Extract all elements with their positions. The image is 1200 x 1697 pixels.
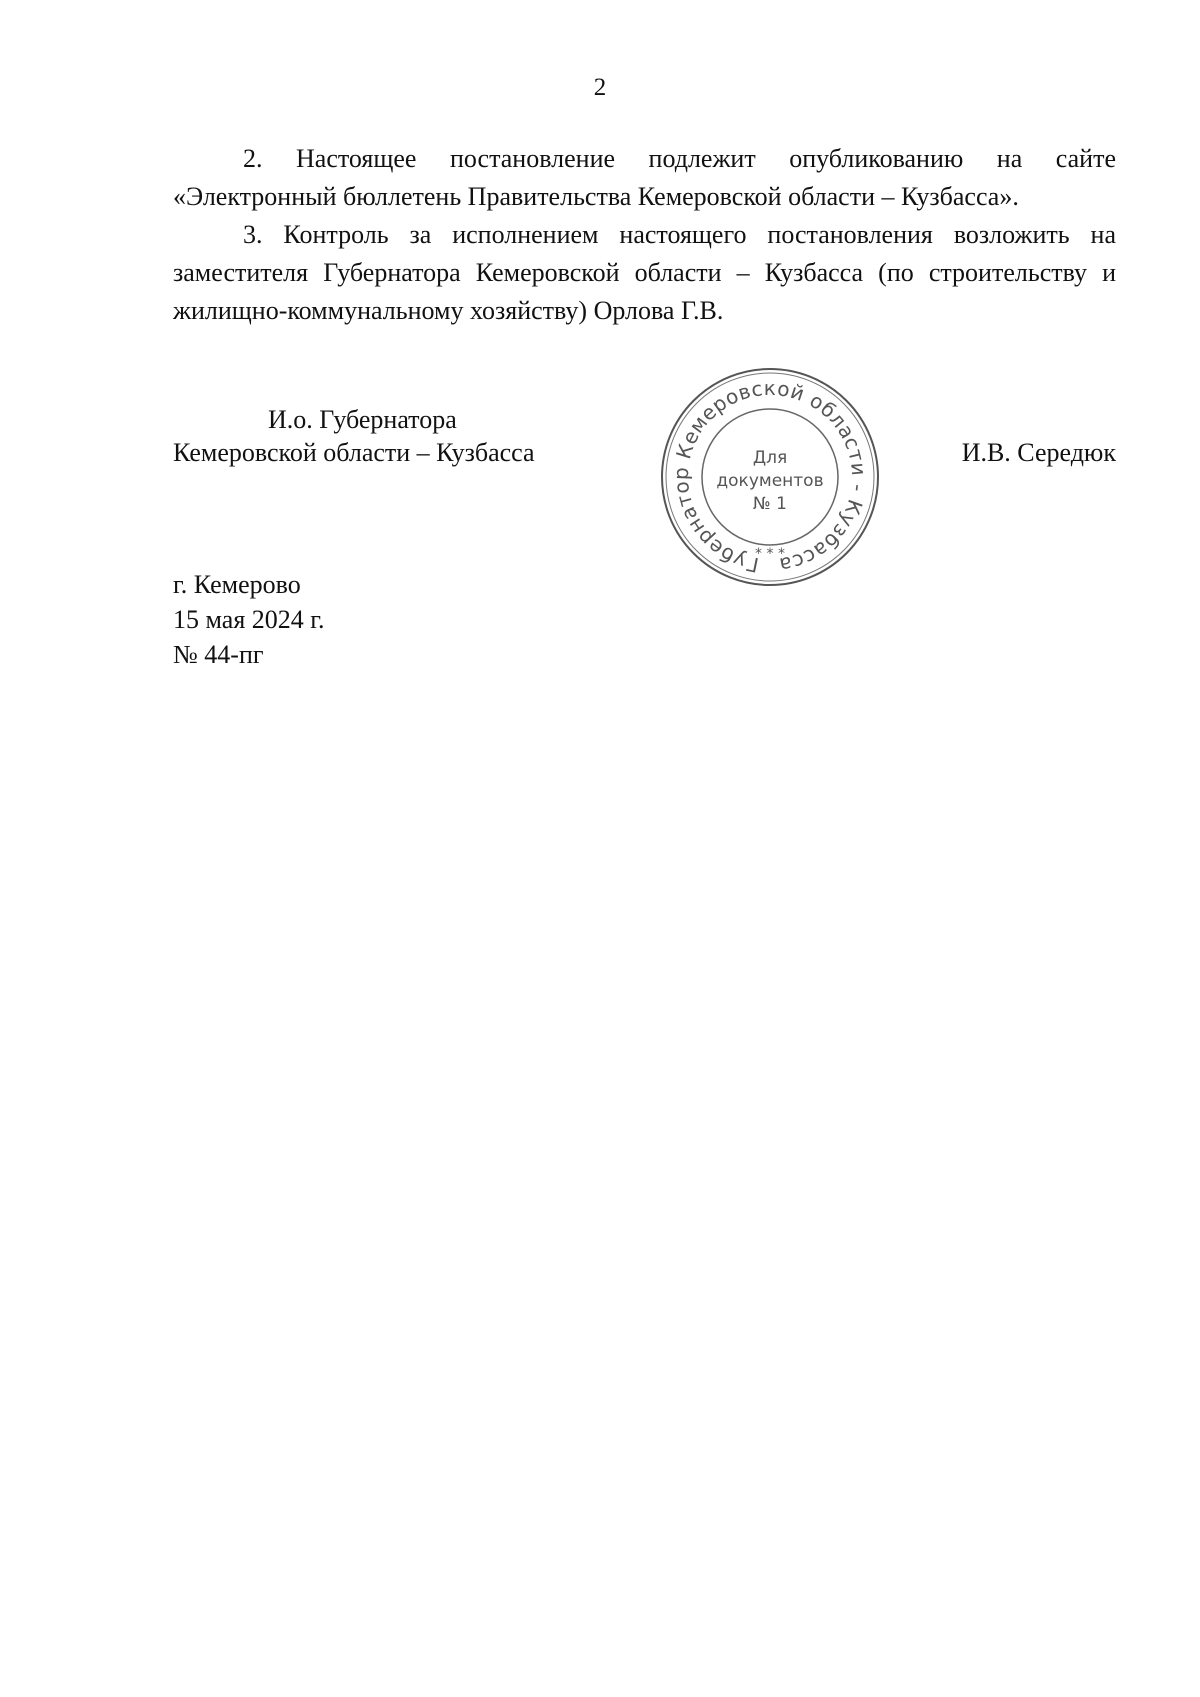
signatory-name: И.В. Середюк — [961, 438, 1116, 467]
document-details — [173, 567, 325, 672]
stamp-ring-text: Губернатор Кемеровской области - Кузбасса — [668, 375, 872, 578]
stamp-stars: * * * — [755, 546, 785, 562]
official-seal-stamp — [658, 365, 882, 589]
document-date: 15 мая 2024 г. — [173, 605, 325, 634]
paragraph-control: 3. Контроль за исполнением настоящего постановления возложить на заместителя Губернатора Кемеровской области – Кузбасса (по строительству и жилищно-коммунальному хозяйству) Орлова Г.В. — [173, 220, 1116, 325]
document-body — [173, 140, 1116, 330]
paragraph-publication: 2. Настоящее постановление подлежит опубликованию на сайте «Электронный бюллетень Правительства Кемеровской области – Кузбасса». — [173, 144, 1116, 211]
document-number: № 44-пг — [173, 640, 264, 669]
stamp-center-line3: № 1 — [753, 494, 787, 514]
stamp-center-line1: Для — [752, 448, 788, 468]
page-number: 2 — [593, 74, 607, 101]
signatory-region: Кемеровской области – Кузбасса — [173, 438, 535, 467]
signatory-position: И.о. Губернатора — [268, 405, 457, 434]
stamp-center-line2: документов — [716, 471, 824, 491]
document-place: г. Кемерово — [173, 570, 301, 599]
